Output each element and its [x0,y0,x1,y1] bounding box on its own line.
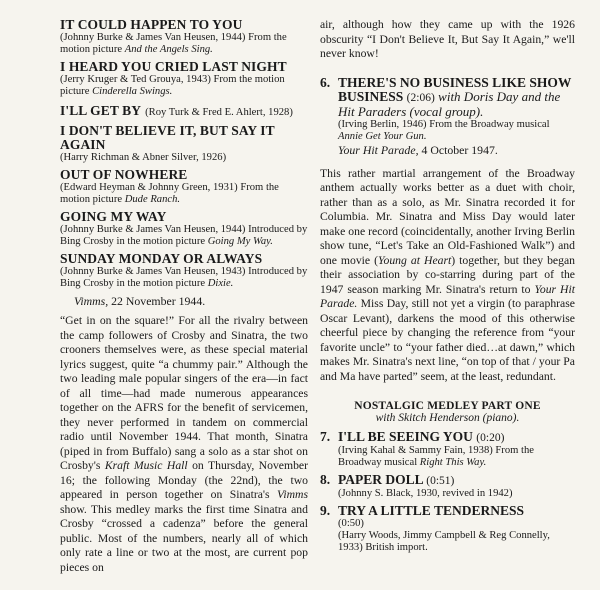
song-title: SUNDAY MONDAY OR ALWAYS [60,251,263,266]
left-column [60,18,308,308]
song-entry [60,124,308,164]
commentary-continued: air, although how they came up with the 1926 obscurity “I Don't Believe It, But Say It Again,” we'll never know! [320,18,575,60]
track-title: I'LL BE SEEING YOU (0:20) [338,429,505,444]
track-credit: (Irving Kahal & Sammy Fain, 1938) From the Broadway musical Right This Way. [338,445,534,468]
track-entry [320,76,575,157]
song-credit: (Edward Heyman & Johnny Green, 1931) From the motion picture Dude Ranch. [60,182,279,205]
track-title: PAPER DOLL (0:51) [338,472,455,487]
track-entry [320,473,575,504]
song-credit: (Jerry Kruger & Ted Grouya, 1943) From the motion picture Cinderella Swings. [60,74,285,97]
commentary-right: This rather martial arrangement of the Broadway anthem actually works better as a duet with choir, rather than as a solo, as Mr. Sinatra recorded it for Columbia. Mr. Sinatra and Miss Day would later make one record (coincidentally, another Irving Berlin show tune, “Let's Take an Old-Fashioned Walk”) and one movie (Young at Heart) together, but they began their association by co-starring during part of the 1947 season marking Mr. Sinatra's return to Your Hit Parade. Miss Day, still not yet a virgin (to paraphrase Oscar Levant), darkens the mood of this otherwise cheerful piece by changing the reference from “your favorite uncle” to “your father died…at dawn,” which makes Mr. Sinatra's next line, “on top of that / your Pa and Ma have parted” seem, at the least, redundant. [320,166,575,383]
song-credit: (Roy Turk & Fred E. Ahlert, 1928) [145,107,293,118]
song-entry [60,18,308,56]
song-credit: (Johnny Burke & James Van Heusen, 1944) From the motion picture And the Angels Sing. [60,32,287,55]
song-entry [60,252,308,290]
song-title: I DON'T BELIEVE IT, BUT SAY IT AGAIN [60,123,275,152]
medley-subheading: with Skitch Henderson (piano). [375,412,520,424]
track-title: TRY A LITTLE TENDERNESS [338,503,524,518]
track-number: 7. [320,429,331,444]
track-number: 6. [320,74,331,90]
song-entry [60,210,308,248]
song-title: I HEARD YOU CRIED LAST NIGHT [60,59,287,74]
track-number: 9. [320,503,331,518]
song-title: IT COULD HAPPEN TO YOU [60,17,243,32]
commentary-left: “Get in on the square!” For all the rivalry between the camp followers of Crosby and Sinatra, the two crooners themselves were, as these special material lyrics suggest, quite “a chummy pair.” Although the two leading male popular singers of the era—in fact of all time—had made numerous appearances together on the AFRS for the benefit of servicemen, they never performed in tandem on commercial radio until November 1944. That month, Sinatra (piped in from Buffalo) sang a solo as a star shot on Crosby's Kraft Music Hall on Thursday, November 16; the following Monday (the 22nd), the two appeared in person together on Sinatra's Vimms show. This medley marks the first time Sinatra and Crosby “crossed a cadenza” before the general public. Most of the numbers, nearly all of which only rate a line or two at the most, are current pop pieces on [60,314,308,574]
track-entry [320,430,575,473]
right-column [320,18,575,558]
track-entry [320,504,575,558]
track-credit: (Irving Berlin, 1946) From the Broadway musical Annie Get Your Gun. [338,118,550,142]
song-title: OUT OF NOWHERE [60,167,188,182]
song-credit: (Harry Richman & Abner Silver, 1926) [60,152,227,163]
broadcast-source: Your Hit Parade, 4 October 1947. [338,142,498,157]
song-entry [60,60,308,98]
song-credit: (Johnny Burke & James Van Heusen, 1944) Introduced by Bing Crosby in the motion picture Going My Way. [60,224,308,247]
song-title: GOING MY WAY [60,209,167,224]
track-credit: (Harry Woods, Jimmy Campbell & Reg Connelly, 1933) British import. [338,530,550,553]
broadcast-source: Vimms, 22 November 1944. [74,294,206,308]
track-credit: (Johnny S. Black, 1930, revived in 1942) [338,488,513,499]
track-number: 8. [320,472,331,487]
song-title: I'LL GET BY [60,103,142,118]
medley-heading: NOSTALGIC MEDLEY PART ONE [354,400,541,412]
track-duration: (0:50) [338,518,364,529]
track-title: THERE'S NO BUSINESS LIKE SHOW BUSINESS (2:06) with Doris Day and the Hit Paraders (vocal group). [338,74,572,119]
song-credit: (Johnny Burke & James Van Heusen, 1943) Introduced by Bing Crosby in the motion picture Dixie. [60,266,308,289]
song-entry [60,102,308,120]
song-entry [60,168,308,206]
